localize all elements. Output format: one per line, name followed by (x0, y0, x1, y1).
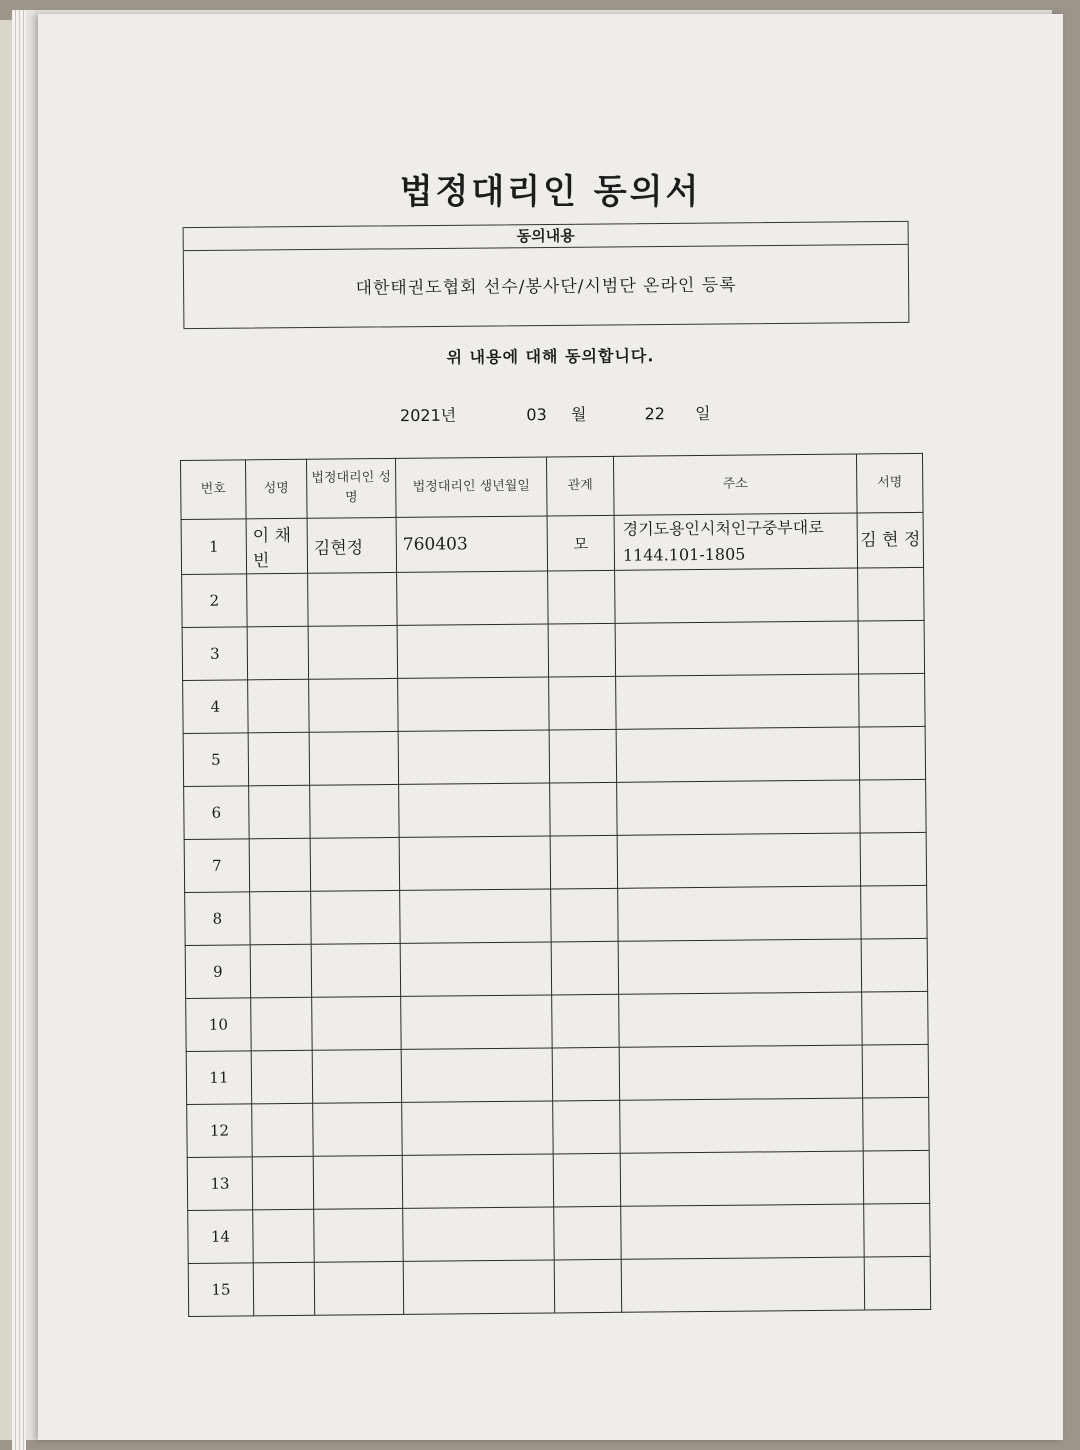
cell-signature (863, 1150, 930, 1204)
cell-guardian-birth (397, 571, 549, 625)
header-signature: 서명 (856, 453, 923, 513)
cell-signature (859, 673, 926, 727)
table-row (186, 991, 928, 1051)
cell-relation (549, 729, 617, 783)
cell-signature (862, 991, 929, 1045)
cell-name (253, 1262, 315, 1316)
cell-signature (861, 885, 928, 939)
cell-address (620, 1098, 863, 1153)
cell-guardian-name (309, 731, 399, 785)
cell-signature (864, 1256, 931, 1310)
cell-address (617, 780, 860, 835)
cell-relation (551, 941, 619, 995)
cell-number: 14 (188, 1210, 254, 1264)
cell-signature (860, 832, 927, 886)
cell-guardian-name (308, 572, 398, 626)
cell-guardian-birth (403, 1260, 555, 1314)
cell-name (248, 679, 310, 733)
cell-guardian-birth (399, 783, 551, 837)
cell-number: 3 (182, 627, 248, 681)
cell-guardian-name (312, 1049, 402, 1103)
cell-name (251, 1050, 313, 1104)
header-guardian-birth: 법정대리인 생년월일 (395, 457, 547, 517)
cell-guardian-birth (398, 730, 550, 784)
cell-guardian-name (310, 784, 400, 838)
table-row (184, 779, 926, 839)
cell-guardian-birth (401, 995, 553, 1049)
table-row (185, 885, 927, 945)
cell-address (621, 1257, 864, 1312)
cell-guardian-birth (397, 624, 549, 678)
cell-address (615, 621, 858, 676)
cell-guardian-birth (400, 942, 552, 996)
cell-relation (554, 1206, 622, 1260)
cell-name (249, 838, 311, 892)
table-body (181, 512, 931, 1316)
cell-guardian-name (314, 1208, 404, 1262)
cell-address (617, 833, 860, 888)
table-row (187, 1097, 929, 1157)
cell-address (619, 1045, 862, 1100)
cell-number: 13 (187, 1157, 253, 1211)
date-day: 22 (644, 404, 666, 424)
cell-number: 15 (188, 1263, 254, 1317)
cell-name (250, 891, 312, 945)
guardian-table (180, 453, 931, 1317)
cell-name (252, 1156, 314, 1210)
cell-signature (859, 726, 926, 780)
cell-name (251, 997, 313, 1051)
cell-signature (862, 1044, 929, 1098)
cell-relation (554, 1259, 622, 1313)
cell-relation (552, 994, 620, 1048)
consent-heading: 동의내용 (184, 222, 908, 251)
cell-relation (548, 623, 616, 677)
table-row (184, 832, 926, 892)
table-row (185, 938, 927, 998)
document-title: 법정대리인 동의서 (399, 172, 702, 212)
cell-number: 5 (183, 733, 249, 787)
table-row (188, 1256, 930, 1316)
consent-content: 대한태권도협회 선수/봉사단/시범단 온라인 등록 (355, 275, 737, 299)
cell-address (618, 939, 861, 994)
cell-relation (550, 782, 618, 836)
cell-address (616, 674, 859, 729)
agreement-statement: 위 내용에 대해 동의합니다. (446, 346, 655, 367)
cell-relation (553, 1153, 621, 1207)
cell-guardian-birth (402, 1101, 554, 1155)
cell-guardian-birth (400, 889, 552, 943)
cell-guardian-birth (399, 836, 551, 890)
table-header-row (181, 453, 924, 519)
header-number: 번호 (181, 460, 247, 520)
cell-signature (864, 1203, 931, 1257)
cell-address (618, 886, 861, 941)
cell-name (248, 732, 310, 786)
table-row (187, 1150, 929, 1210)
header-name: 성명 (246, 459, 308, 519)
cell-guardian-birth (401, 1048, 553, 1102)
cell-number: 7 (184, 839, 250, 893)
cell-name (252, 1103, 314, 1157)
cell-signature (863, 1097, 930, 1151)
cell-number: 8 (185, 892, 251, 946)
cell-relation (548, 570, 616, 624)
cell-number: 10 (186, 998, 252, 1052)
cell-number: 2 (182, 574, 248, 628)
cell-address (619, 992, 862, 1047)
cell-guardian-birth (398, 677, 550, 731)
cell-name (247, 626, 309, 680)
cell-name (253, 1209, 315, 1263)
cell-guardian-name (314, 1261, 404, 1315)
consent-content-box (183, 221, 910, 329)
cell-signature: 김 현 정 (857, 512, 924, 568)
header-address: 주소 (613, 454, 857, 515)
cell-guardian-name (311, 890, 401, 944)
cell-name (247, 573, 309, 627)
cell-guardian-birth: 760403 (396, 516, 548, 572)
cell-guardian-name (313, 1155, 403, 1209)
cell-signature (861, 938, 928, 992)
guardian-table-wrapper (180, 453, 930, 1317)
paper-stack-edge (12, 10, 26, 1450)
cell-guardian-name (309, 678, 399, 732)
cell-guardian-name (312, 996, 402, 1050)
cell-signature (858, 567, 925, 621)
cell-number: 4 (183, 680, 249, 734)
cell-number: 12 (187, 1104, 253, 1158)
cell-guardian-name (313, 1102, 403, 1156)
cell-address (620, 1151, 863, 1206)
cell-address (616, 727, 859, 782)
header-relation: 관계 (546, 456, 614, 516)
date-day-unit: 일 (695, 403, 711, 424)
header-guardian-name: 법정대리인 성명 (306, 458, 396, 518)
cell-relation (549, 676, 617, 730)
cell-address (615, 568, 858, 623)
cell-signature (860, 779, 927, 833)
cell-number: 1 (181, 519, 247, 575)
cell-guardian-name (308, 625, 398, 679)
table-row (188, 1203, 930, 1263)
cell-guardian-name: 김현정 (307, 517, 397, 573)
cell-guardian-name (310, 837, 400, 891)
cell-number: 9 (185, 945, 251, 999)
date-month-unit: 월 (570, 404, 587, 424)
cell-relation (552, 1047, 620, 1101)
cell-guardian-birth (403, 1207, 555, 1261)
cell-relation: 모 (547, 515, 615, 571)
date-year: 2021년 (399, 405, 457, 426)
cell-signature (858, 620, 925, 674)
cell-number: 6 (184, 786, 250, 840)
cell-guardian-name (311, 943, 401, 997)
cell-relation (553, 1100, 621, 1154)
cell-number: 11 (186, 1051, 252, 1105)
cell-guardian-birth (402, 1154, 554, 1208)
cell-name: 이 채 빈 (246, 518, 308, 574)
table-row (183, 726, 925, 786)
cell-name (249, 785, 311, 839)
cell-relation (550, 835, 618, 889)
consent-form-sheet (38, 14, 1063, 1440)
cell-address: 경기도용인시처인구중부대로1144.101-1805 (614, 513, 858, 570)
table-row (182, 567, 924, 627)
cell-address (621, 1204, 864, 1259)
cell-name (250, 944, 312, 998)
table-row (181, 512, 923, 574)
date-line (400, 401, 711, 426)
table-row (186, 1044, 928, 1104)
table-row (183, 673, 925, 733)
cell-relation (551, 888, 619, 942)
date-month: 03 (526, 405, 547, 425)
table-row (182, 620, 924, 680)
